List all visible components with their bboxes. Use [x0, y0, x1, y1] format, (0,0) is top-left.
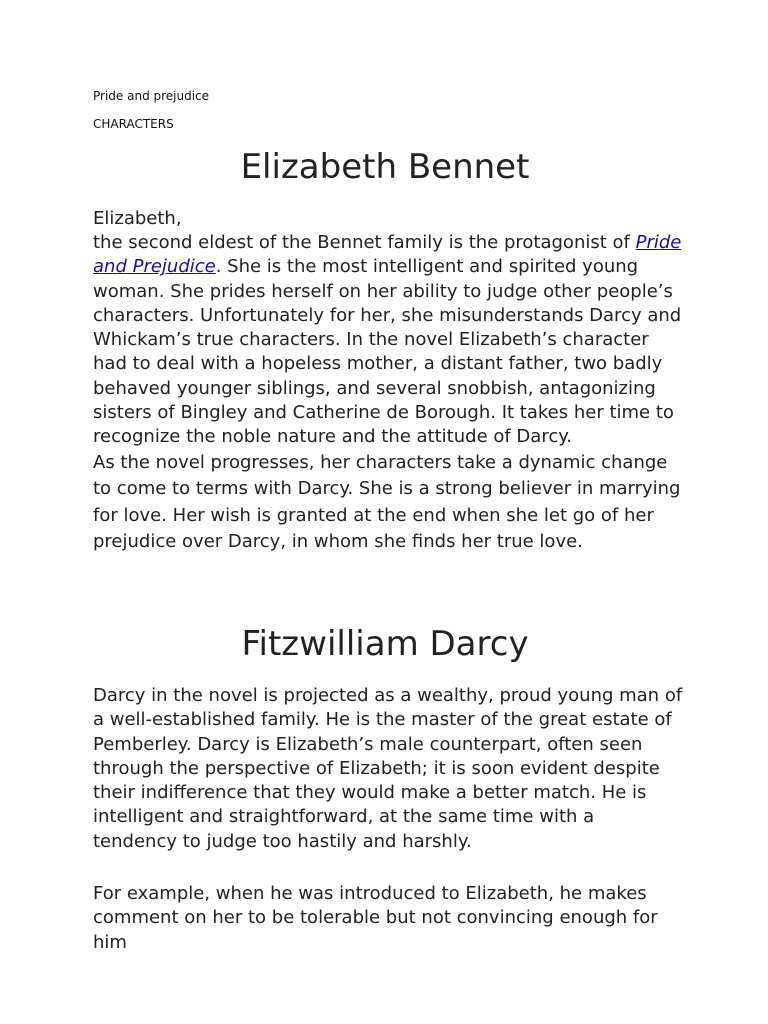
paragraph-text: . She is the most intelligent and spirited young woman. She prides herself on her ability to judge other people’s characters. Unfortunately for her, she misunderstands Darcy and Whickam’s true characters. In the novel Elizabeth’s character had to deal with a hopeless mother, a distant father, two badly behaved younger siblings, and several snobbish, antagonizing sisters of Bingley and Catherine de Borough. It takes her time to recognize the noble nature and the attitude of Darcy. — [93, 256, 682, 448]
pride-and-prejudice-link[interactable]: Pride and Prejudice — [93, 232, 682, 278]
heading-fitzwilliam-darcy: Fitzwilliam Darcy — [241, 624, 529, 664]
elizabeth-paragraph-1 — [93, 231, 683, 450]
section-label: CHARACTERS — [93, 117, 174, 131]
darcy-paragraph-2: For example, when he was introduced to Elizabeth, he makes comment on her to be tolerable but not convincing enough for him — [93, 883, 658, 953]
elizabeth-paragraph-2: As the novel progresses, her characters take a dynamic change to come to terms with Darcy. She is a strong believer in marrying for love. Her wish is granted at the end when she let go of her prejudice over Darcy, in whom she finds her true love. — [93, 452, 681, 552]
paragraph-text: the second eldest of the Bennet family is the protagonist of — [93, 232, 636, 253]
darcy-paragraph-1: Darcy in the novel is projected as a wealthy, proud young man of a well-established family. He is the master of the great estate of Pemberley. Darcy is Elizabeth’s male counterpart, often seen through the perspective of Elizabeth; it is soon evident despite their indifference that they would make a better match. He is intelligent and straightforward, at the same time with a tendency to judge too hastily and harshly. — [93, 685, 683, 852]
character-name-line: Elizabeth, — [93, 208, 182, 229]
document-title: Pride and prejudice — [93, 89, 210, 103]
heading-elizabeth-bennet: Elizabeth Bennet — [240, 147, 530, 187]
